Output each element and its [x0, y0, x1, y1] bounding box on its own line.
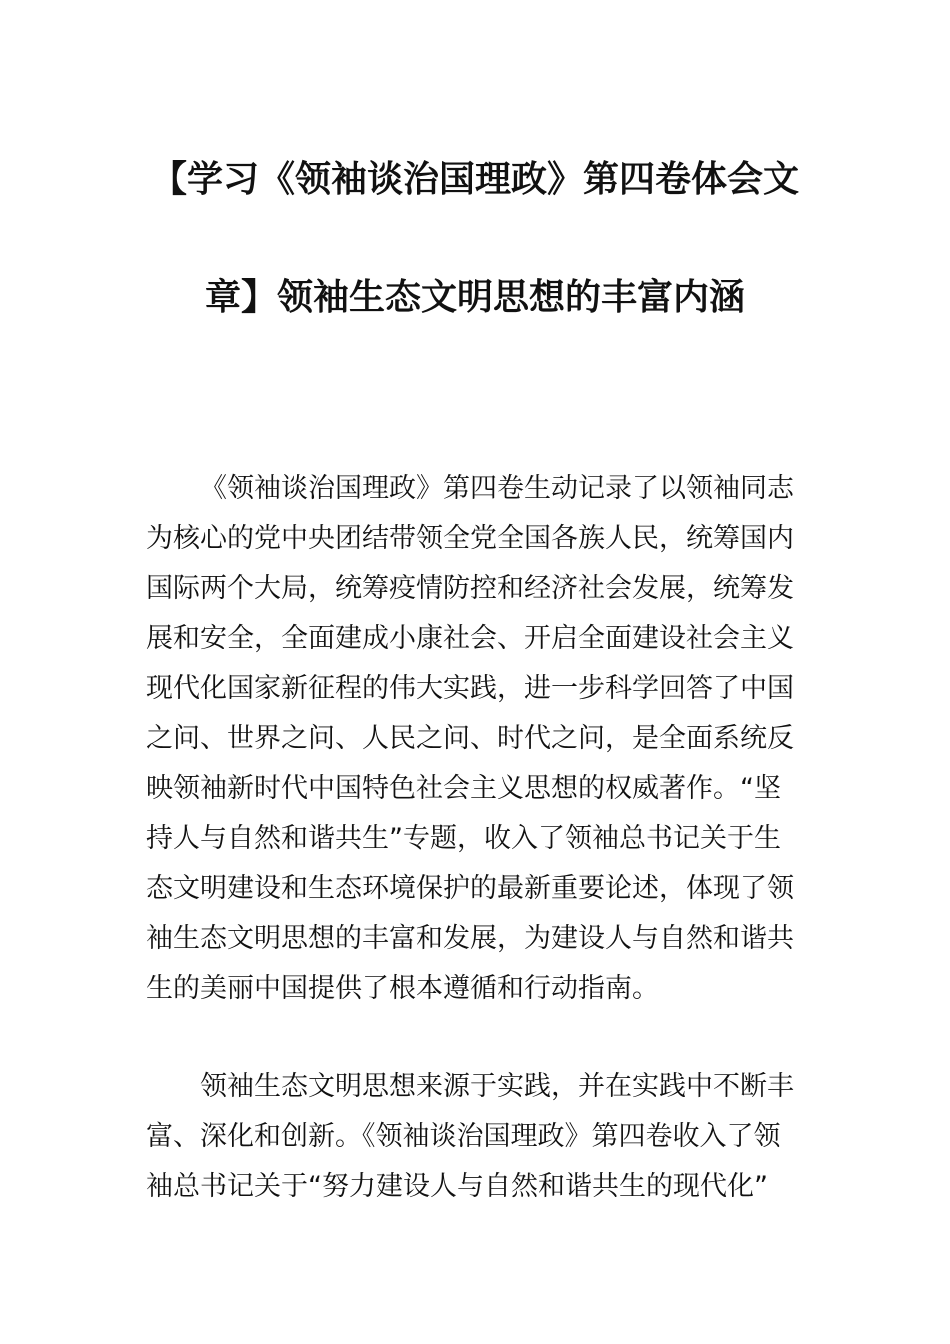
paragraph-1-line-10: 袖生态文明思想的丰富和发展，为建设人与自然和谐共: [146, 923, 794, 954]
paragraph-1-line-1: 《领袖谈治国理政》第四卷生动记录了以领袖同志: [200, 473, 794, 504]
paragraph-1-line-9: 态文明建设和生态环境保护的最新重要论述，体现了领: [146, 873, 794, 904]
document-title-line-2: 章】领袖生态文明思想的丰富内涵: [204, 277, 745, 318]
paragraph-1-line-2: 为核心的党中央团结带领全党全国各族人民，统筹国内: [146, 523, 794, 554]
paragraph-2-line-1: 领袖生态文明思想来源于实践，并在实践中不断丰: [200, 1071, 794, 1102]
paragraph-1-line-8: 持人与自然和谐共生”专题，收入了领袖总书记关于生: [146, 823, 781, 854]
paragraph-2-line-3: 袖总书记关于“努力建设人与自然和谐共生的现代化”: [146, 1171, 768, 1202]
paragraph-1-line-11: 生的美丽中国提供了根本遵循和行动指南。: [146, 973, 659, 1004]
paragraph-1-line-6: 之问、世界之问、人民之问、时代之问，是全面系统反: [146, 723, 794, 754]
document-title-line-1: 【学习《领袖谈治国理政》第四卷体会文: [150, 159, 799, 200]
paragraph-2-line-2: 富、深化和创新。《领袖谈治国理政》第四卷收入了领: [146, 1121, 781, 1152]
paragraph-1-line-4: 展和安全，全面建成小康社会、开启全面建设社会主义: [146, 623, 794, 654]
paragraph-1-line-3: 国际两个大局，统筹疫情防控和经济社会发展，统筹发: [146, 573, 794, 604]
paragraph-1-line-7: 映领袖新时代中国特色社会主义思想的权威著作。“坚: [146, 773, 781, 804]
paragraph-1-line-5: 现代化国家新征程的伟大实践，进一步科学回答了中国: [146, 673, 794, 704]
